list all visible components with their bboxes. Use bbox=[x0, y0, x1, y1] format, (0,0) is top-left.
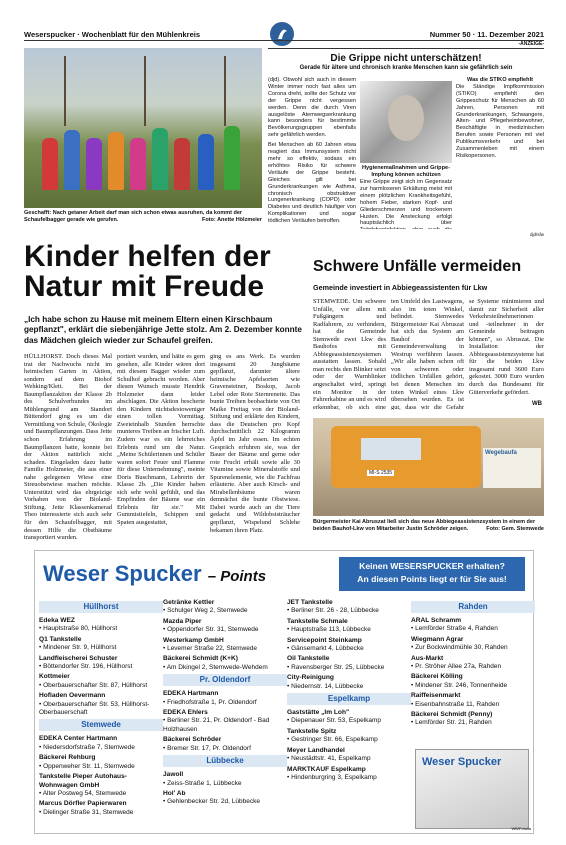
point-address: • Am Dkingel 2, Stemwede-Wehdem bbox=[163, 663, 268, 671]
grippe-subtitle: Gerade für ältere und chronisch kranke Menschen kann sie gefährlich sein bbox=[299, 65, 513, 71]
grippe-col-2: Eine Grippe zeigt sich im Gegensatz zur harmloseren Erkältung meist mit einem plötzlichen Krankheitsgefühl, hohem Fieber, starken Kopf- und Gliederschmerzen und trockenem Husten. Die Ansteckung erfolgt hauptsächlich über bbox=[360, 179, 452, 227]
point-address: • Mindener Str. 9, Hüllhorst bbox=[39, 644, 117, 652]
photo-caption: Geschafft: Nach getaner Arbeit darf man sich schon etwas ausruhen, da kommt der Schaufelbagger gerade wie gerufen. Foto: Anette Hölzmeier bbox=[24, 210, 262, 223]
point-name: Meyer Landhandel bbox=[287, 746, 345, 754]
grippe-footer: djd/sfw bbox=[529, 232, 544, 237]
point-name: Marcus Dörfler Papierwaren bbox=[39, 800, 127, 808]
point-name: Servicepoint Steinkamp bbox=[287, 636, 362, 644]
points-columns bbox=[35, 599, 533, 831]
header-left: Weserspucker · Wochenblatt für den Mühlenkreis bbox=[24, 30, 201, 39]
point-address: • Oberbauerschafter Str. 87, Hüllhorst bbox=[39, 681, 148, 689]
point-address: • Neustädtstr. 41, Espelkamp bbox=[287, 755, 371, 763]
grippe-photo-caption: Hygienemaßnahmen und Grippe-Impfung können schützen bbox=[362, 165, 450, 178]
point-address: • Oppendorfer Str. 31, Stemwede bbox=[163, 626, 259, 634]
points-column bbox=[163, 599, 287, 809]
point-address: • Gänsemarkt 4, Lübbecke bbox=[287, 645, 364, 653]
grippe-col-1: (djd). Obwohl sich auch in diesem Winter immer noch fast alles um Corona dreht, sollte der Schutz vor der Grippe nicht vergessen werden. Denn die durch Viren ausgelöste Atemwegserkrankung kann besonders für bestimmte Bevölkerungsgruppen ebenfalls sehr gefährlich werden. Bei Menschen ab 60 Jahren etwa reagiert das Immunsystem nicht mehr so effektiv, sodass ein erhöhtes Risiko für schwere Verläufe der Grippe besteht. Gleiches gilt bei Grunderkrankungen wie Asthma, chronisch obstruktiver Lungenerkrankung (COPD) oder Diabetes und deutlich häufiger von Komplikationen und sogar tödlichen Verläufen betroffen. bbox=[268, 77, 356, 225]
points-column bbox=[287, 599, 411, 784]
point-name: Westerkamp GmbH bbox=[163, 636, 224, 644]
point-name: Bäckerei Schröder bbox=[163, 736, 222, 744]
point-address: • Pr. Ströher Allee 27a, Rahden bbox=[411, 663, 502, 671]
weserspucker-points bbox=[34, 550, 534, 834]
points-brand: Weser Spucker – Points bbox=[43, 561, 267, 586]
point-address: • Diepenauer Str. 53, Espelkamp bbox=[287, 717, 382, 725]
point-address: • Berliner Str. 21, Pr. Oldendorf - Bad Holzhausen bbox=[163, 717, 270, 733]
point-address: • Zeiss-Straße 1, Lübbecke bbox=[163, 779, 242, 787]
point-name: Oil Tankstelle bbox=[287, 655, 330, 663]
article2-signature: WB bbox=[532, 401, 542, 407]
header-divider bbox=[24, 40, 544, 41]
region-heading: Stemwede bbox=[39, 719, 163, 731]
region-heading: Pr. Oldendorf bbox=[163, 674, 287, 686]
grippe-advert bbox=[268, 41, 544, 237]
article1-lead: „Ich habe schon zu Hause mit meinem Eltern einen Kirschbaum gepflanzt", erklärt die siebenjährige Jette stolz. Am 2. Dezember konnte das Mädchen gleich wieder zur Schaufel greifen. bbox=[24, 315, 302, 345]
article2-subline: Gemeinde investiert in Abbiegeassistenten für Lkw bbox=[313, 283, 488, 292]
grippe-title: Die Grippe nicht unterschätzen! bbox=[330, 53, 482, 64]
point-address: • Gehlenbecker Str. 2d, Lübbecke bbox=[163, 798, 260, 806]
point-name: Aus-Markt bbox=[411, 654, 444, 662]
point-address: • Dielinger Straße 31, Stemwede bbox=[39, 808, 134, 816]
point-name: Hofladen Oevermann bbox=[39, 692, 106, 700]
advert-tag: -ANZEIGE- bbox=[518, 41, 544, 47]
point-name: ARAL Schramm bbox=[411, 617, 462, 624]
brand-logo-icon bbox=[270, 22, 294, 46]
point-address: • Berliner Str. 26 - 28, Lübbecke bbox=[287, 607, 379, 615]
article1-col-1: HÜLLHORST. Doch dieses Mal trat der Nachwuchs nicht im heimischen Garten in Aktion, sondern auf dem Biohof Wehking/Klett. Bei der Baumpflanzaktion der Klasse 2b des Schulverbundes im Mühlengrund am Standort Büttendorf ging es um die Vermittlung von Schule, Ökologie und Baumpflanzungen. Dass Jette schon Erfahrung im Baumpflanzen hatte, konnte bei der Aktion natürlich nicht schaden. Eingeladen dazu hatte Familie Holzmeier, die aus einer nahe gelegenen Wiese eine Streuobstwiese machen möchte. Unterstützt wird das ehrgeizige Vorhaben von der Bioland-Stiftung. Jette Klassenkamerad Theo interessierte sich auch sehr für den Schaufelbagger, mit dessen Hilfe die Obstbäume transportiert wurden. bbox=[24, 353, 112, 542]
point-name: JET Tankstelle bbox=[287, 599, 333, 606]
point-name: Getränke Kettler bbox=[163, 599, 215, 606]
point-name: Raiffeisenmarkt bbox=[411, 692, 461, 700]
article1-col-2: portiert wurden, und hätte es gern gesehen, alle Kinder wären dort mit diesem Bagger wieder zum Schulhof gebracht worden. Aber diesen Wunsch musste Hendrik Holzmeier dann leider abschlagen. Die Aktion bescherte den Kindern nichtsdestoweniger einen tollen Vormittag. Zweieinhalb Stunden herrschte munteres Treiben an frischer Luft. Zudem war es ein lehrreiches Erlebnis rund um die Natur. „Meine Schülerinnen und Schüler waren sofort Feuer und Flamme für diese Unternehmung", meinte Doris Buschmann, Lehrerin der Klasse 2b. „Die Kinder haben sich sehr wohl gefühlt, und das Empfinden der Bäume war ein Erlebnis für sie." Mit Gummistiefeln, Schippen und Spaten ausgestattet, bbox=[117, 353, 205, 527]
point-address: • Bremer Str. 17, Pr. Oldendorf bbox=[163, 744, 251, 752]
stiko-heading: Was die STIKO empfiehlt bbox=[467, 77, 533, 83]
point-address: • Zur Bockwindmühle 30, Rahden bbox=[411, 644, 508, 652]
grippe-col-3: Was die STIKO empfiehlt Die Ständige Impfkommission (STIKO) empfiehlt den Grippeschutz für Menschen ab 60 Jahren, Personen mit Grunderkrankungen, Schwangere, Alten- und Pflegeheimbewohner, Beschäftigte in medizinischen Berufen sowie Personen mit viel Publikumsverkehr und bei Zusammenleben mit einem Risikopersonen. bbox=[456, 77, 544, 159]
point-name: EDEKA Ehlers bbox=[163, 709, 208, 717]
truck-photo bbox=[313, 418, 544, 516]
points-column bbox=[411, 599, 535, 730]
point-address: • Eisenbahnstraße 11, Rahden bbox=[411, 700, 500, 708]
point-name: City-Reinigung bbox=[287, 674, 334, 682]
article2-col-3: se Systeme minimieren und damit zur Sicherheit aller Verkehrsteilnehmerinnen und -teilnehmer in der Gemeinde beitragen können", so Abruszat. Die Installation der Abbiegeassistenzsysteme hat für die beiden Lkw insgesamt rund 3600 Euro gekostet. 3000 Euro wurden durch das Bundesamt für Güterverkehr gefördert. bbox=[469, 298, 544, 396]
truck-plate: MI-S 2535 bbox=[369, 470, 393, 476]
point-name: Hol' Ab bbox=[163, 789, 186, 797]
point-name: Wiegmann Agrar bbox=[411, 635, 464, 643]
point-address: • Hauptstraße 113, Lübbecke bbox=[287, 626, 371, 634]
point-name: Tankstelle Spitz bbox=[287, 727, 337, 735]
point-address: • Levemer Straße 22, Stemwede bbox=[163, 645, 258, 653]
grippe-photo bbox=[360, 81, 452, 163]
point-name: EDEKA Hartmann bbox=[163, 690, 219, 698]
point-name: Bäckerei Schmidt (K+K) bbox=[163, 655, 238, 663]
newspaper-image: Weser Spucker bbox=[415, 749, 529, 829]
point-address: • Schulger Weg 2, Stemwede bbox=[163, 607, 248, 615]
region-heading: Espelkamp bbox=[287, 693, 411, 705]
region-heading: Hüllhorst bbox=[39, 601, 163, 613]
point-address: • Gestringer Str. 66, Espelkamp bbox=[287, 736, 378, 744]
point-address: • Lemförder Straße 4, Rahden bbox=[411, 625, 498, 633]
point-address: • Niedersdorfstraße 7, Stemwede bbox=[39, 743, 135, 751]
article2-col-2: ten Umfeld des Lastwagens, also im toten Winkel, befindet. Stemwedes Bürgermeister Kai Abruszat hat sich das System am Bauhof der Gemeindeverwaltung in Westrup vorführen lassen. „Wir alle haben schon oft von schweren oder tödlichen Unfällen gehört, bei denen Menschen im toten Winkel eines Lkw übersehen wurden. Es ist gut, dass wir die Gefahr bbox=[391, 298, 464, 410]
truck-sign: Wegebaufa bbox=[483, 448, 541, 488]
kids-photo bbox=[24, 48, 262, 208]
point-name: MARKTKAUF Espelkamp bbox=[287, 765, 366, 773]
point-name: Bäckerei Schmidt (Penny) bbox=[411, 711, 493, 719]
article1-col-3: ging es ans Werk. Es wurden insgesamt 20 Jungbäume gepflanzt, darunter ältere heimische Apfelsorten wie Gravensteiner, Boskop, Jacob Lebel oder Rote Sternrenette. Das bunte Treiben beobachtete von Ort Maike Freitag von der Bioland-Stiftung und erklärte den Kindern, dass die Deutschen pro Kopf durchschnittlich 22 Kilogramm Äpfel im Jahr essen. Im echten Gespräch erfuhren sie, was der Bauer der Bäume und gerne oder rote Frucht erhält sowie alle 30 Vitamine sowie Mineralstoffe und Spurenelemente, wie die Fachfrau erläuterte. Aber auch Kirsch- und Mirabellenbäume waren demnächst die bunte Obstwiese. Dabei wurde auch an die Tiere gedacht und Wildobststräucher gepflanzt, Wispelund Schlehe bekamen ihren Platz. bbox=[210, 353, 300, 534]
point-address: • Lemförder Str. 21, Rahden bbox=[411, 719, 492, 727]
region-heading: Rahden bbox=[411, 601, 535, 613]
article2-col-1: STEMWEDE. Um schwere Unfälle, vor allem mit Fußgängern und Radfahrern, zu verhindern, hat die Gemeinde Stemwede zwei Lkw des Bauhofes mit Abbiegeassistenzsystemen ausstatten lassen. Sobald man rechts den Blinker setzt oder der Warnblinker angeschaltet wird, springt ein Monitor in der Fahrerkabine an und es wird erkennbar, ob sich eine bbox=[313, 298, 386, 410]
point-address: • Böttendorfer Str. 196, Hüllhorst bbox=[39, 663, 133, 671]
point-address: • Hindenburgring 3, Espelkamp bbox=[287, 773, 377, 781]
point-name: Jawoll bbox=[163, 771, 184, 779]
point-address: • Ravensberger Str. 25, Lübbecke bbox=[287, 663, 385, 671]
points-promo: Keinen WESERSPUCKER erhalten? An diesen Points liegt er für Sie aus! bbox=[339, 557, 525, 591]
point-name: EDEKA Center Hartmann bbox=[39, 735, 118, 743]
point-address: • Niedernstr. 14, Lübbecke bbox=[287, 682, 364, 690]
point-address: • Mindener Str. 246, Tonnenheide bbox=[411, 681, 508, 689]
point-address: • Oberbauerschafter Str. 53, Hüllhorst-Oberbauerschaft bbox=[39, 700, 150, 717]
point-name: Bäckerei Kölling bbox=[411, 673, 463, 681]
point-name: Edeka WEZ bbox=[39, 617, 75, 624]
point-address: • Oppenweher Str. 11, Stemwede bbox=[39, 762, 135, 770]
point-name: Gaststätte „Im Loh" bbox=[287, 709, 350, 717]
article2-headline: Schwere Unfälle vermeiden bbox=[313, 258, 522, 275]
article1-headline: Kinder helfen der Natur mit Freude bbox=[24, 240, 271, 303]
point-name: Tankstelle Schmale bbox=[287, 617, 348, 625]
truck-credit: Foto: Gem. Stemwede bbox=[486, 526, 544, 532]
point-name: Bäckerei Rehburg bbox=[39, 754, 96, 762]
truck-caption: Bürgermeister Kai Abruszat ließ sich das neue Abbiegeassistenzsystem in einem der beiden Bauhof-Lkw von Mitarbeiter Justin Schröder zeigen. Foto: Gem. Stemwede bbox=[313, 519, 544, 532]
point-name: Landfleischerei Schuster bbox=[39, 654, 118, 662]
point-name: Kottmeier bbox=[39, 673, 70, 681]
point-address: • Alter Postweg 54, Stemwede bbox=[39, 789, 127, 797]
point-name: Mazda Piper bbox=[163, 617, 202, 625]
point-name: Tankstelle Pieper Autohaus-Wohnwagen GmbH bbox=[39, 773, 127, 789]
header-right: Nummer 50 · 11. Dezember 2021 bbox=[429, 30, 544, 39]
photo-credit: Foto: Anette Hölzmeier bbox=[202, 217, 262, 223]
point-name: Q1 Tankstelle bbox=[39, 635, 82, 643]
region-heading: Lübbecke bbox=[163, 755, 287, 767]
points-header bbox=[35, 551, 533, 597]
points-column bbox=[39, 599, 163, 819]
points-corner: WB/Fotolia bbox=[511, 826, 531, 831]
point-address: • Friedhofstraße 1, Pr. Oldendorf bbox=[163, 698, 257, 706]
point-address: • Hauptstraße 80, Hüllhorst bbox=[39, 625, 118, 633]
